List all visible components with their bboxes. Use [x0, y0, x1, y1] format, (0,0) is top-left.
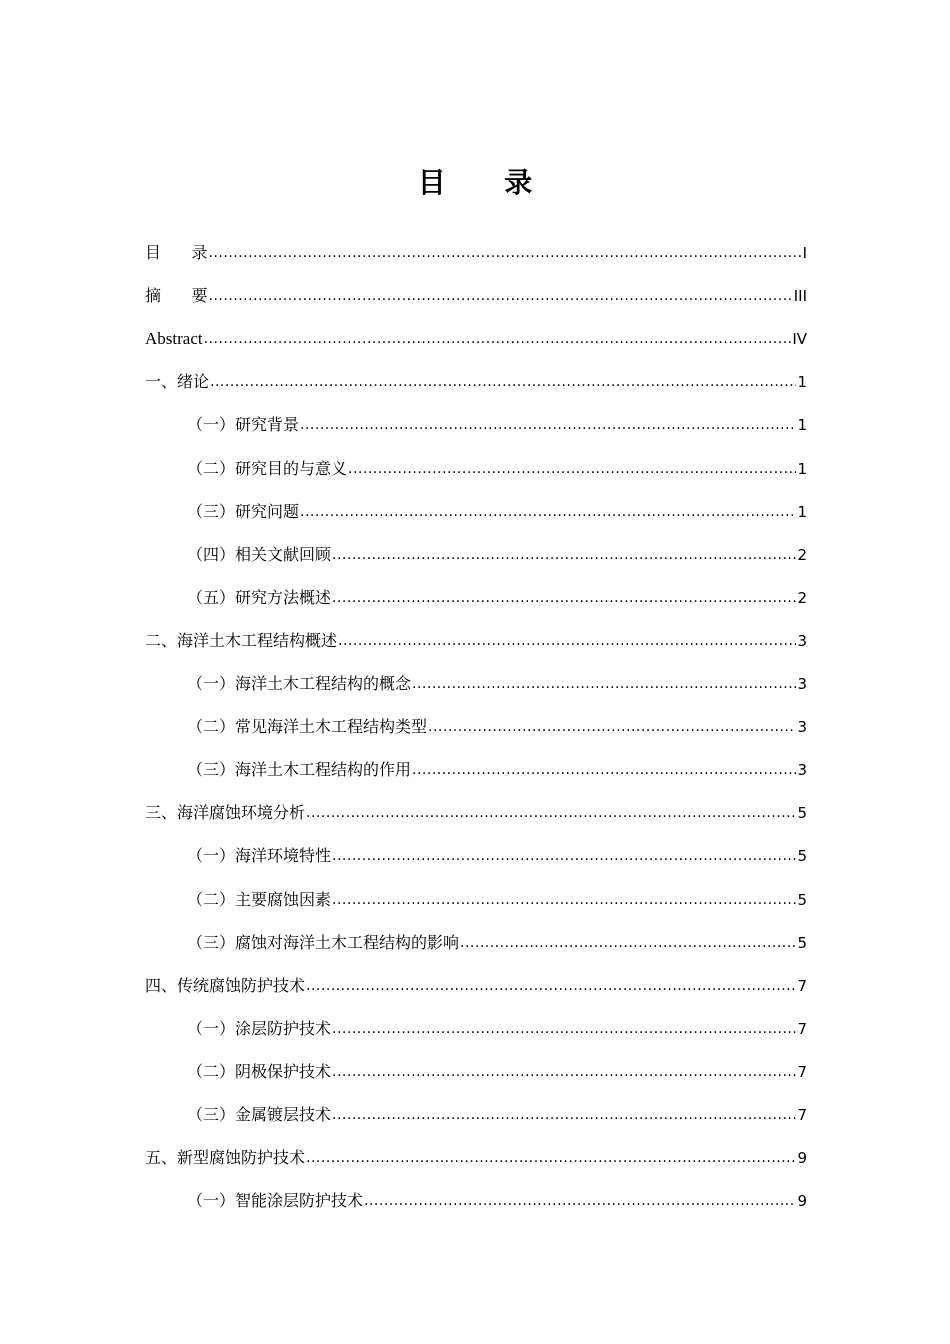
toc-entry-label: （四）相关文献回顾 — [187, 544, 332, 564]
toc-dot-leader — [332, 545, 796, 565]
toc-entry[interactable] — [145, 866, 807, 909]
toc-entry-label: 三、海洋腐蚀环境分析 — [145, 803, 306, 823]
toc-dot-leader — [428, 717, 796, 737]
toc-entry-label: 二、海洋土木工程结构概述 — [145, 630, 338, 650]
toc-entry-page-number: IV — [792, 330, 807, 349]
toc-dot-leader — [460, 933, 796, 953]
toc-entry-label: 五、新型腐蚀防护技术 — [145, 1148, 306, 1168]
toc-entry-page-number: 3 — [797, 718, 807, 737]
toc-entry-page-number: 3 — [797, 675, 807, 694]
toc-entry-page-number: 5 — [797, 890, 807, 909]
toc-dot-leader — [332, 846, 796, 866]
toc-dot-leader — [210, 372, 796, 392]
toc-entry-label: 目 录 — [145, 243, 208, 263]
toc-entry-label: （三）海洋土木工程结构的作用 — [187, 760, 412, 780]
toc-entry[interactable] — [145, 608, 807, 651]
toc-entry[interactable] — [145, 996, 807, 1039]
toc-entry-page-number: 5 — [797, 933, 807, 952]
toc-entry[interactable] — [145, 479, 807, 522]
toc-dot-leader — [306, 976, 796, 996]
toc-entry[interactable] — [145, 1125, 807, 1168]
toc-dot-leader — [338, 631, 796, 651]
toc-entry-page-number: 5 — [797, 804, 807, 823]
toc-dot-leader — [209, 243, 802, 263]
toc-entry-label: （二）主要腐蚀因素 — [187, 889, 332, 909]
toc-entry[interactable] — [145, 823, 807, 866]
page-title: 目 录 — [417, 165, 533, 199]
toc-entry-page-number: III — [793, 287, 807, 306]
table-of-contents — [145, 220, 807, 1211]
toc-dot-leader — [300, 415, 796, 435]
toc-entry-page-number: 3 — [797, 761, 807, 780]
toc-entry-page-number: 7 — [797, 1019, 807, 1038]
toc-dot-leader — [332, 1105, 796, 1125]
toc-dot-leader — [209, 286, 793, 306]
toc-entry[interactable] — [145, 1082, 807, 1125]
toc-entry[interactable] — [145, 435, 807, 478]
toc-entry-page-number: 1 — [797, 373, 807, 392]
toc-dot-leader — [306, 803, 796, 823]
toc-dot-leader — [300, 502, 796, 522]
toc-entry-page-number: 7 — [797, 976, 807, 995]
toc-entry-page-number: 7 — [797, 1062, 807, 1081]
toc-dot-leader — [332, 1062, 796, 1082]
toc-entry-page-number: 1 — [797, 459, 807, 478]
toc-dot-leader — [204, 329, 792, 349]
toc-entry[interactable] — [145, 306, 807, 349]
toc-entry-page-number: I — [802, 244, 807, 263]
toc-entry[interactable] — [145, 694, 807, 737]
toc-entry-label: （一）研究背景 — [187, 415, 300, 435]
toc-entry-label: （三）腐蚀对海洋土木工程结构的影响 — [187, 932, 460, 952]
toc-entry[interactable] — [145, 220, 807, 263]
toc-entry-label: （一）涂层防护技术 — [187, 1018, 332, 1038]
toc-entry-label: （一）智能涂层防护技术 — [187, 1191, 364, 1211]
toc-entry[interactable] — [145, 910, 807, 953]
toc-entry[interactable] — [145, 1168, 807, 1211]
toc-entry-page-number: 9 — [797, 1149, 807, 1168]
toc-entry-page-number: 3 — [797, 631, 807, 650]
toc-entry-label: （二）研究目的与意义 — [187, 458, 348, 478]
toc-dot-leader — [332, 1019, 796, 1039]
toc-dot-leader — [306, 1148, 796, 1168]
toc-entry-label: 四、传统腐蚀防护技术 — [145, 975, 306, 995]
toc-entry[interactable] — [145, 349, 807, 392]
toc-dot-leader — [348, 459, 796, 479]
toc-entry[interactable] — [145, 953, 807, 996]
toc-entry-page-number: 1 — [797, 416, 807, 435]
toc-entry-label: 一、绪论 — [145, 372, 210, 392]
toc-entry-page-number: 7 — [797, 1105, 807, 1124]
toc-dot-leader — [332, 588, 796, 608]
toc-entry-page-number: 5 — [797, 847, 807, 866]
toc-entry[interactable] — [145, 780, 807, 823]
toc-entry-page-number: 2 — [797, 545, 807, 564]
toc-entry-page-number: 9 — [797, 1192, 807, 1211]
toc-dot-leader — [364, 1191, 796, 1211]
toc-entry-page-number: 1 — [797, 502, 807, 521]
toc-dot-leader — [412, 760, 796, 780]
toc-entry-label: （三）研究问题 — [187, 501, 300, 521]
toc-entry-label: （二）阴极保护技术 — [187, 1061, 332, 1081]
toc-entry-label: （三）金属镀层技术 — [187, 1104, 332, 1124]
toc-entry-page-number: 2 — [797, 588, 807, 607]
toc-entry[interactable] — [145, 392, 807, 435]
toc-dot-leader — [412, 674, 796, 694]
toc-entry-label: Abstract — [145, 329, 203, 349]
toc-entry-label: （五）研究方法概述 — [187, 587, 332, 607]
toc-entry[interactable] — [145, 565, 807, 608]
toc-entry-label: （一）海洋环境特性 — [187, 846, 332, 866]
toc-entry[interactable] — [145, 651, 807, 694]
toc-entry-label: （一）海洋土木工程结构的概念 — [187, 674, 412, 694]
toc-entry-label: （二）常见海洋土木工程结构类型 — [187, 717, 428, 737]
toc-entry[interactable] — [145, 263, 807, 306]
toc-dot-leader — [332, 890, 796, 910]
toc-entry[interactable] — [145, 737, 807, 780]
toc-entry[interactable] — [145, 522, 807, 565]
toc-entry-label: 摘 要 — [145, 286, 208, 306]
toc-entry[interactable] — [145, 1039, 807, 1082]
